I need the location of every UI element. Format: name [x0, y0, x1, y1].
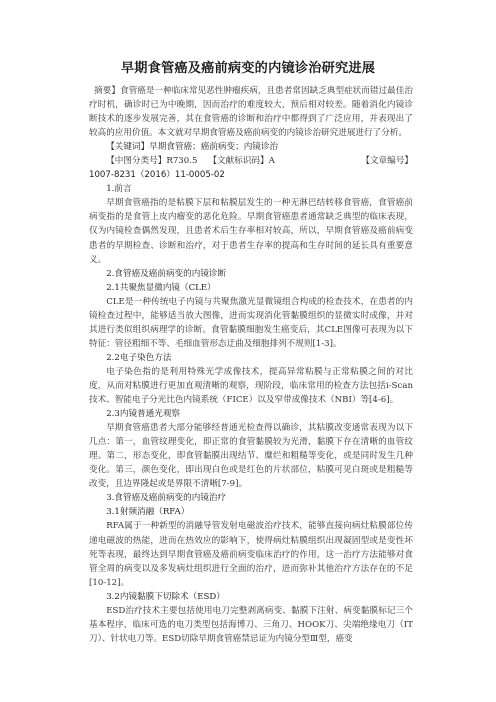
keywords: 【关键词】早期食管癌；癌前病变；内镜诊治 [106, 142, 279, 153]
section-2-1-heading: 2.1共聚焦显微内镜（CLE） [106, 282, 216, 293]
section-3-2-heading: 3.2内镜黏膜下切除术（ESD） [106, 591, 225, 602]
section-2-2-heading: 2.2电子染色方法 [106, 352, 172, 363]
classification-row [89, 154, 413, 168]
abstract: 摘要】食管癌是一种临床常见恶性肿瘤疾病，且患者常因缺乏典型症状而错过最佳治疗时机，确诊时已为中晚期，因而治疗的难度较大，预后相对较差。随着消化内镜诊断技术的逐步发展完善，其在食管癌的诊断和治疗中都得到了广泛应用，并表现出了较高的应用价值。本文就对早期食管癌及癌前病变的内镜诊治研究进展进行了分析。 [89, 86, 413, 139]
article-number-label: 【文章编号】 [361, 156, 413, 167]
section-3-1-text: RFA属于一种新型的消融导管发射电磁波治疗技术，能够直接向病灶粘膜部位传递电磁波的热能，进而在热效应的影响下，使得病灶粘膜组织出现凝固型或是变性坏死等表现，最终达到早期食管癌及癌前病变临床治疗的作用，这一治疗方法能够对食管全周的病变以及多发病灶组织进行全面的治疗，进而弥补其他治疗方法存在的不足[10-12]。 [89, 521, 413, 588]
section-2-1-text: CLE是一种传统电子内镜与共聚焦激光显微镜组合构成的检查技术，在患者的内镜检查过程中，能够适当放大图像，进而实现消化管黏膜组织的显微实时成像，并对其进行类似组织病理学的诊断。食管黏膜细胞发生癌变后，其CLE图像可表现为以下特征：管径粗细不等、毛细血管形态迂曲及细胞排列不规则[1-3]。 [89, 296, 413, 349]
section-2-3-text: 早期食管癌患者大部分能够经普通光检查得以确诊，其粘膜改变通常表现为以下几点：第一，血管纹理变化，即正常的食管黏膜较为光滑，黏膜下存在清晰的血管纹理。第二，形态变化，即食管黏膜出现结节、糜烂和粗糙等变化，或是同时发生几种变化。第三，颜色变化，即出现白色或是红色的片状部位，粘膜可见白斑或是粗糙等改变，且边界隆起或是界限不清晰[7-9]。 [89, 423, 413, 490]
section-2-3-heading: 2.3内镜普通光观察 [106, 409, 181, 420]
section-2-2-text: 电子染色指的是利用特殊光学成像技术，提高异常粘膜与正常粘膜之间的对比度，从而对粘膜进行更加直观清晰的观察，现阶段，临床常用的检查方法包括i-Scan技术、智能电子分光比色内镜系统（FICE）以及窄带成像技术（NBI）等[4-6]。 [89, 366, 413, 406]
document-code: 【文献标识码】A [208, 156, 275, 167]
section-1-text: 早期食管癌指的是粘膜下层和粘膜层发生的一种无淋巴结转移食管癌，食管癌前病变指的是食管上皮内瘤变的恶化危险。早期食管癌患者通常缺乏典型的临床表现，仅为内镜检查偶然发现，且患者术后生存率相对较高，所以，早期食管癌及癌前病变患者的早期检查、诊断和治疗，对于患者生存率的提高和生存时间的延长具有重要意义。 [89, 198, 413, 265]
section-3-heading: 3.食管癌及癌前病变的内镜治疗 [106, 493, 227, 504]
clc-number: 【中图分类号】R730.5 [106, 156, 198, 167]
section-1-heading: 1.前言 [106, 184, 132, 195]
article-title: 早期食管癌及癌前病变的内镜诊治研究进展 [120, 61, 376, 76]
article-number-value: 1007-8231（2016）11-0005-02 [89, 170, 225, 181]
section-3-2-text: ESD治疗技术主要包括使用电刀完整剥离病变、黏膜下注射、病变黏膜标记三个基本程序，临床可选的电刀类型包括海博刀、三角刀、HOOK刀、尖端绝缘电刀（IT刀）、针状电刀等。ESD切除早期食管癌禁忌证为内镜分型Ⅲ型，癌变 [89, 605, 413, 644]
section-3-1-heading: 3.1射频消融（RFA） [106, 507, 190, 518]
section-2-heading: 2.食管癌及癌前病变的内镜诊断 [106, 268, 227, 279]
article-body [89, 84, 413, 646]
